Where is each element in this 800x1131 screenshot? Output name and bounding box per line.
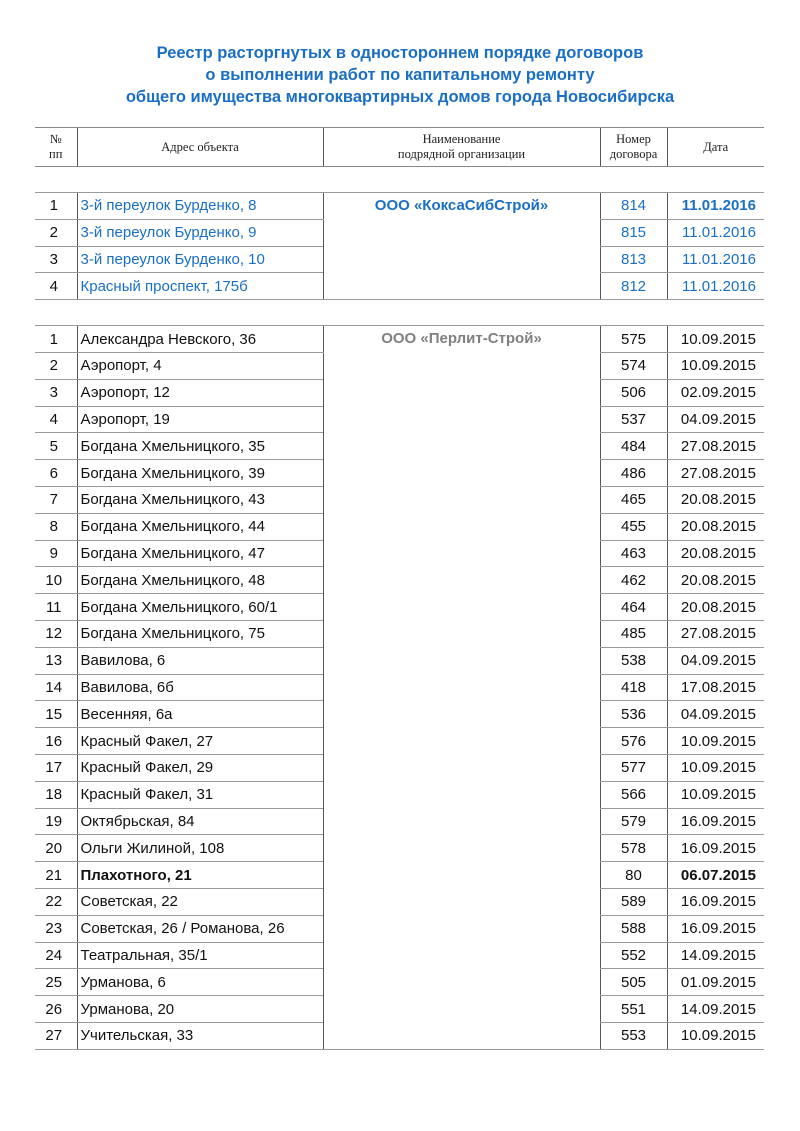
contract-date: 20.08.2015 [667,594,764,621]
row-number: 11 [35,594,77,621]
row-number: 3 [35,246,77,273]
row-number: 5 [35,433,77,460]
table-row [35,326,764,353]
contract-number: 486 [600,460,667,487]
contract-number: 566 [600,781,667,808]
contract-number: 484 [600,433,667,460]
row-number: 10 [35,567,77,594]
contract-date: 06.07.2015 [667,862,764,889]
contract-date: 04.09.2015 [667,701,764,728]
contract-date: 27.08.2015 [667,460,764,487]
row-number: 6 [35,460,77,487]
row-number: 14 [35,674,77,701]
contract-number: 577 [600,754,667,781]
table-row [35,193,764,220]
row-number: 7 [35,486,77,513]
object-address: Урманова, 20 [77,996,323,1023]
object-address: Аэропорт, 12 [77,379,323,406]
contract-date: 10.09.2015 [667,754,764,781]
row-number: 4 [35,273,77,300]
row-number: 13 [35,647,77,674]
object-address: Урманова, 6 [77,969,323,996]
contract-number: 80 [600,862,667,889]
title-line-1: Реестр расторгнутых в одностороннем порядке договоров [156,44,644,62]
object-address: Весенняя, 6а [77,701,323,728]
contract-number: 462 [600,567,667,594]
contract-date: 04.09.2015 [667,406,764,433]
object-address: Октябрьская, 84 [77,808,323,835]
contract-number: 589 [600,888,667,915]
contract-number: 574 [600,352,667,379]
contract-date: 10.09.2015 [667,781,764,808]
contract-date: 14.09.2015 [667,942,764,969]
object-address: Богдана Хмельницкого, 44 [77,513,323,540]
row-number: 2 [35,352,77,379]
row-number: 8 [35,513,77,540]
object-address: Аэропорт, 19 [77,406,323,433]
contract-date: 02.09.2015 [667,379,764,406]
object-address: Учительская, 33 [77,1022,323,1049]
contract-date: 01.09.2015 [667,969,764,996]
header-date: Дата [667,128,764,167]
contract-number: 814 [600,193,667,220]
object-address: Вавилова, 6б [77,674,323,701]
contract-date: 20.08.2015 [667,540,764,567]
contract-number: 463 [600,540,667,567]
object-address: Красный Факел, 27 [77,728,323,755]
object-address: 3-й переулок Бурденко, 9 [77,219,323,246]
contractor-organization: ООО «КоксаСибСтрой» [323,193,600,300]
object-address: 3-й переулок Бурденко, 8 [77,193,323,220]
row-number: 1 [35,326,77,353]
object-address: Советская, 22 [77,888,323,915]
contract-number: 537 [600,406,667,433]
contractor-organization: ООО «Перлит-Строй» [323,326,600,1050]
contract-number: 579 [600,808,667,835]
row-number: 20 [35,835,77,862]
object-address: 3-й переулок Бурденко, 10 [77,246,323,273]
contract-number: 575 [600,326,667,353]
object-address: Ольги Жилиной, 108 [77,835,323,862]
contracts-registry-table [35,127,764,1050]
row-number: 15 [35,701,77,728]
object-address: Вавилова, 6 [77,647,323,674]
object-address: Аэропорт, 4 [77,352,323,379]
contract-number: 588 [600,915,667,942]
title-line-2: о выполнении работ по капитальному ремонту [205,66,595,84]
contract-number: 418 [600,674,667,701]
object-address: Богдана Хмельницкого, 48 [77,567,323,594]
contract-date: 14.09.2015 [667,996,764,1023]
table-header-row [35,128,764,167]
contract-number: 464 [600,594,667,621]
row-number: 16 [35,728,77,755]
object-address: Богдана Хмельницкого, 35 [77,433,323,460]
row-number: 2 [35,219,77,246]
contract-date: 20.08.2015 [667,513,764,540]
row-number: 21 [35,862,77,889]
contract-date: 16.09.2015 [667,915,764,942]
document-title [0,42,800,108]
object-address: Богдана Хмельницкого, 43 [77,486,323,513]
contract-number: 455 [600,513,667,540]
contract-number: 576 [600,728,667,755]
object-address: Красный проспект, 175б [77,273,323,300]
contract-date: 10.09.2015 [667,1022,764,1049]
row-number: 25 [35,969,77,996]
contract-date: 16.09.2015 [667,808,764,835]
section-spacer [35,300,764,326]
contract-date: 27.08.2015 [667,433,764,460]
contract-date: 04.09.2015 [667,647,764,674]
contract-number: 813 [600,246,667,273]
object-address: Александра Невского, 36 [77,326,323,353]
row-number: 17 [35,754,77,781]
contract-date: 11.01.2016 [667,273,764,300]
object-address: Плахотного, 21 [77,862,323,889]
contract-number: 465 [600,486,667,513]
row-number: 3 [35,379,77,406]
row-number: 9 [35,540,77,567]
section-spacer [35,167,764,193]
object-address: Красный Факел, 29 [77,754,323,781]
contract-number: 536 [600,701,667,728]
object-address: Богдана Хмельницкого, 60/1 [77,594,323,621]
contract-date: 11.01.2016 [667,219,764,246]
contract-number: 552 [600,942,667,969]
contract-number: 538 [600,647,667,674]
contract-date: 11.01.2016 [667,246,764,273]
row-number: 23 [35,915,77,942]
contract-number: 553 [600,1022,667,1049]
object-address: Богдана Хмельницкого, 75 [77,620,323,647]
contract-date: 17.08.2015 [667,674,764,701]
contract-number: 485 [600,620,667,647]
row-number: 27 [35,1022,77,1049]
object-address: Советская, 26 / Романова, 26 [77,915,323,942]
contract-number: 505 [600,969,667,996]
title-line-3: общего имущества многоквартирных домов города Новосибирска [125,88,675,106]
object-address: Богдана Хмельницкого, 39 [77,460,323,487]
row-number: 18 [35,781,77,808]
header-address: Адрес объекта [77,128,323,167]
row-number: 24 [35,942,77,969]
contract-date: 20.08.2015 [667,486,764,513]
row-number: 19 [35,808,77,835]
contract-date: 10.09.2015 [667,728,764,755]
object-address: Театральная, 35/1 [77,942,323,969]
header-number: № пп [35,128,77,167]
header-contract-number: Номер договора [600,128,667,167]
contract-number: 815 [600,219,667,246]
contract-number: 812 [600,273,667,300]
contract-date: 27.08.2015 [667,620,764,647]
contract-date: 10.09.2015 [667,326,764,353]
contract-date: 16.09.2015 [667,835,764,862]
contract-date: 20.08.2015 [667,567,764,594]
contract-number: 506 [600,379,667,406]
object-address: Красный Факел, 31 [77,781,323,808]
row-number: 12 [35,620,77,647]
object-address: Богдана Хмельницкого, 47 [77,540,323,567]
row-number: 22 [35,888,77,915]
row-number: 1 [35,193,77,220]
row-number: 4 [35,406,77,433]
contract-date: 11.01.2016 [667,193,764,220]
row-number: 26 [35,996,77,1023]
contract-date: 16.09.2015 [667,888,764,915]
contract-number: 551 [600,996,667,1023]
header-organization: Наименование подрядной организации [323,128,600,167]
contract-number: 578 [600,835,667,862]
contract-date: 10.09.2015 [667,352,764,379]
